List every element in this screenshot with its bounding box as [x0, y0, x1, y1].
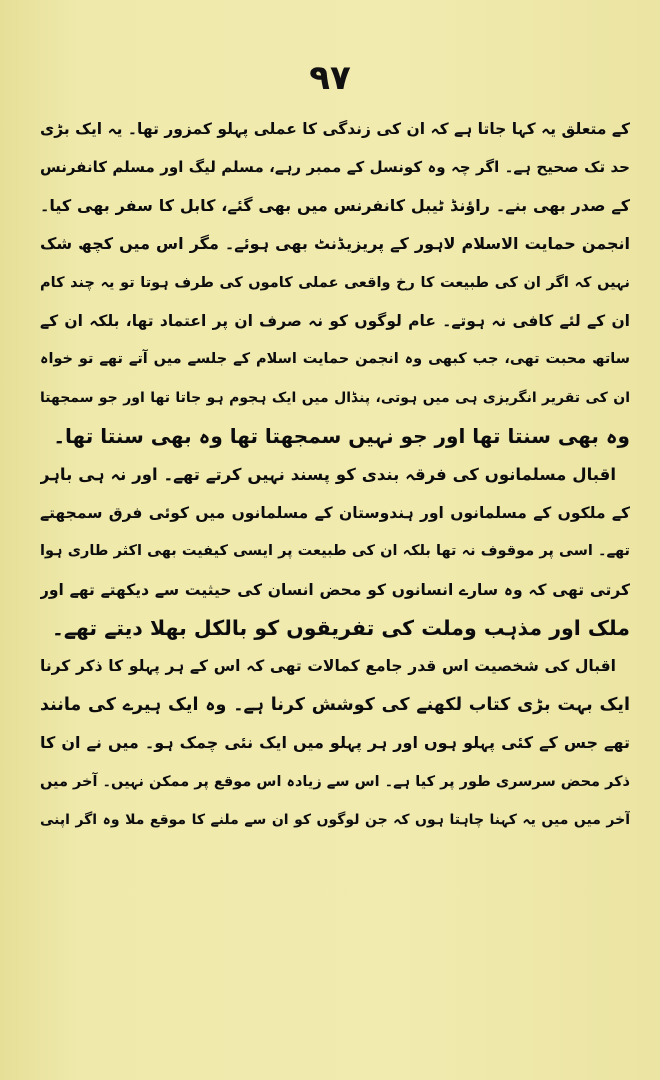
text-line: ملک اور مذہب وملت کی تفریقوں کو بالکل بھلا دیتے تھے۔: [51, 616, 630, 641]
page-number: ۹۷: [309, 58, 351, 98]
paragraph-2: [40, 456, 630, 648]
text-line: انجمن حمایت الاسلام لاہور کے پریزیڈنٹ بھی ہوئے۔ مگر اس میں کچھ شک: [40, 234, 630, 254]
text-line: ایک بہت بڑی کتاب لکھنے کی کوشش کرنا ہے۔ وہ ایک ہیرے کی مانند: [40, 694, 630, 715]
text-line: ان کے لئے کافی نہ ہوتے۔ عام لوگوں کو نہ صرف ان پر اعتماد تھا، بلکہ ان کے: [40, 311, 630, 330]
text-line: ان کی تقریر انگریزی ہی میں ہوتی، پنڈال میں ایک ہجوم ہو جاتا تھا اور جو سمجھتا: [40, 389, 630, 406]
text-line: آخر میں میں یہ کہنا چاہتا ہوں کہ جن لوگوں کو ان سے ملنے کا موقع ملا وہ اگر اپنی: [40, 812, 630, 829]
paragraph-3: [40, 647, 630, 839]
text-line: ساتھ محبت تھی، جب کبھی وہ انجمن حمایت اسلام کے جلسے میں آتے تھے تو خواہ: [40, 351, 630, 368]
text-line: کرتی تھی کہ وہ سارے انسانوں کو محض انسان کی حیثیت سے دیکھتے تھے اور: [40, 580, 630, 599]
text-line: اقبال کی شخصیت اس قدر جامع کمالات تھی کہ اس کے ہر پہلو کا ذکر کرنا: [40, 657, 616, 676]
text-line: تھے جس کے کئی پہلو ہوں اور ہر پہلو میں ایک نئی چمک ہو۔ میں نے ان کا: [40, 733, 630, 753]
text-line: اقبال مسلمانوں کی فرقہ بندی کو پسند نہیں کرتے تھے۔ اور نہ ہی باہر: [40, 464, 616, 484]
text-line: کے متعلق یہ کہا جاتا ہے کہ ان کی زندگی کا عملی پہلو کمزور تھا۔ یہ ایک بڑی: [40, 120, 630, 138]
text-line: وہ بھی سنتا تھا اور جو نہیں سمجھتا تھا وہ بھی سنتا تھا۔: [53, 424, 630, 449]
text-line: کے صدر بھی بنے۔ راؤنڈ ٹیبل کانفرنس میں بھی گئے، کابل کا سفر بھی کیا۔: [40, 195, 630, 215]
text-line: تھے۔ اسی پر موقوف نہ تھا بلکہ ان کی طبیعت پر ایسی کیفیت بھی اکثر طاری ہوا: [40, 543, 630, 560]
body-text: [40, 110, 630, 839]
paragraph-1: [40, 110, 630, 456]
text-line: نہیں کہ اگر ان کی طبیعت کا رخ واقعی عملی کاموں کی طرف ہوتا تو یہ چند کام: [40, 274, 630, 291]
text-line: ذکر محض سرسری طور پر کیا ہے۔ اس سے زیادہ اس موقع پر ممکن نہیں۔ آخر میں: [40, 773, 630, 790]
text-line: حد تک صحیح ہے۔ اگر چہ وہ کونسل کے ممبر رہے، مسلم لیگ اور مسلم کانفرنس: [40, 158, 630, 177]
text-line: کے ملکوں کے مسلمانوں اور ہندوستان کے مسلمانوں میں کوئی فرق سمجھتے: [40, 503, 630, 522]
